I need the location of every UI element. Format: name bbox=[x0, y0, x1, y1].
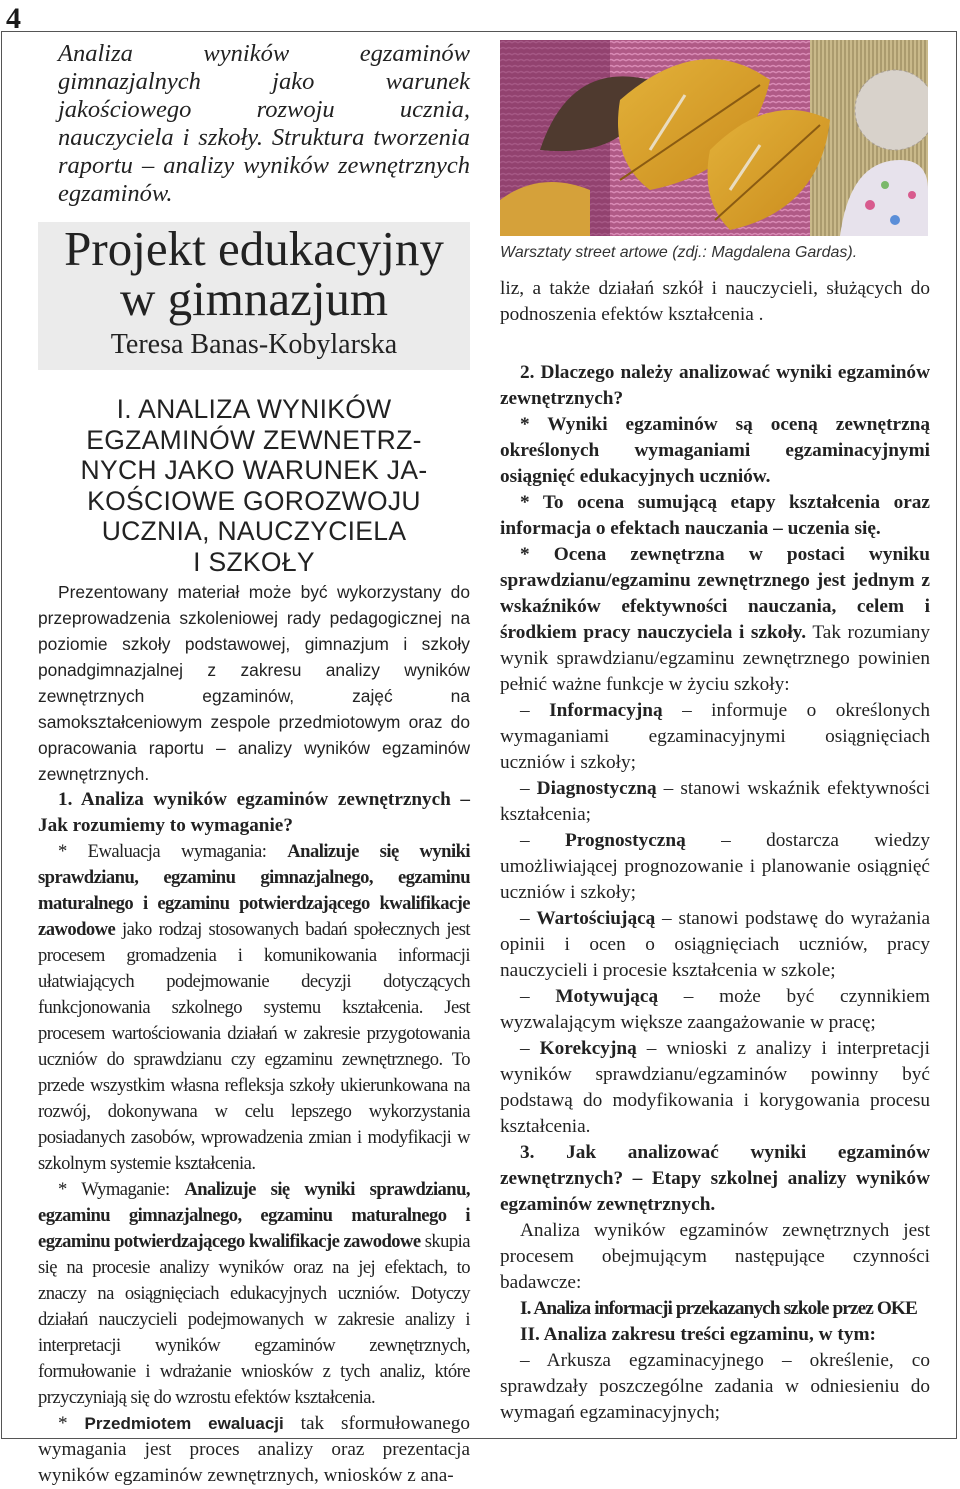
paragraph-wymaganie: * Wymaganie: Analizuje się wyniki sprawdzianu, egzaminu gimnazjalnego, egzaminu maturalnego i egzaminu potwierdzającego kwalifikacje zawodowe skupia się na procesie analizy wyników oraz na jej efektach, to znaczy na osiągnięciach edukacyjnych uczniów. Dotyczy działań nauczycieli podejmowanych w zakresie analizy i interpretacji wyników egzaminów zewnętrznych, formułowanie i wdrażanie wniosków z tych analiz, które przyczyniają się do wzrostu efektów kształcenia. bbox=[38, 1179, 470, 1408]
photo-caption: Warsztaty street artowe (zdj.: Magdalena Gardas). bbox=[500, 244, 858, 261]
stage-2-item: – Arkusza egzaminacyjnego – określenie, co sprawdzały poszczególne zadania w odniesieniu do wymagań egzaminacyjnych; bbox=[500, 1350, 930, 1423]
function-informacyjna: – Informacyjną – informuje o określonych wymaganiami egzaminacyjnymi osiągnięciach uczniów i szkoły; bbox=[500, 700, 930, 773]
stage-1: I. Analiza informacji przekazanych szkole przez OKE bbox=[520, 1298, 917, 1319]
right-column bbox=[500, 40, 930, 1426]
question-3: 3. Jak analizować wyniki egzaminów zewnętrznych? – Etapy szkolnej analizy wyników egzaminów zewnętrznych. bbox=[500, 1142, 930, 1215]
page-number: 4 bbox=[6, 2, 21, 35]
section-heading: I. ANALIZA WYNIKÓW EGZAMINÓW ZEWNETRZ- NYCH JAKO WARUNEK JA- KOŚCIOWE GOROZWOJU UCZNIA, NAUCZYCIELA I SZKOŁY bbox=[80, 394, 428, 577]
function-wartosciujaca: – Wartościującą – stanowi podstawę do wyrażania opinii i ocen o osiągnięciach uczniów, pracy nauczycieli i procesie kształcenia w szkole; bbox=[500, 908, 931, 981]
paragraph-intro: Prezentowany materiał może być wykorzystany do przeprowadzenia szkoleniowej rady pedagogicznej na poziomie szkoły podstawowej, gimnazjum i szkoły ponadgimnazjalnej z zakresu analizy wyników zewnętrznych egzaminów, zajęć na samokształceniowym zespole przedmiotowym oraz do opracowania raportu – analizy wyników egzaminów zewnętrznych. bbox=[38, 582, 470, 784]
title-line-1: Projekt edukacyjny bbox=[64, 221, 444, 276]
title-line-2: w gimnazjum bbox=[119, 271, 389, 326]
function-motywujaca: – Motywującą – może być czynnikiem wyzwalającym większe zaangażowanie w pracę; bbox=[500, 986, 930, 1033]
paragraph-continuation: liz, a także działań szkół i nauczycieli, służących do podnoszenia efektów kształcenia . bbox=[500, 278, 930, 325]
paragraph-ewaluacja: * Ewaluacja wymagania: Analizuje się wyniki sprawdzianu, egzaminu gimnazjalnego, egzaminu maturalnego i egzaminu potwierdzającego kwalifikacje zawodowe jako rodzaj stosowanych badań społecznych jest procesem gromadzenia i komunikowania informacji ułatwiających podejmowanie decyzji dotyczących funkcjonowania szkolnego systemu kształcenia. Jest procesem wartościowania działań w zakresie przygotowania uczniów do sprawdzianu czy egzaminu zewnętrznego. To przede wszystkim własna refleksja szkoły ukierunkowana na rozwój, dokonywana w celu lepszego wykorzystania posiadanych zasobów, wprowadzenia zmian i modyfikacji w szkolnym systemie kształcenia. bbox=[38, 841, 470, 1174]
question-1: 1. Analiza wyników egzaminów zewnętrznych – Jak rozumiemy to wymaganie? bbox=[38, 789, 470, 836]
street-art-photo bbox=[500, 40, 928, 236]
paragraph-analiza: Analiza wyników egzaminów zewnętrznych jest procesem obejmującym następujące czynności badawcze: bbox=[500, 1220, 930, 1293]
function-prognostyczna: – Prognostyczną – dostarcza wiedzy umożliwiającej prognozowanie i planowanie osiągnięć uczniów i szkoły; bbox=[500, 830, 930, 903]
article-author: Teresa Banas-Kobylarska bbox=[110, 329, 398, 360]
bullet-2: * To ocena sumującą etapy kształcenia oraz informacja o efektach nauczania – uczenia się. bbox=[500, 492, 930, 539]
article-title bbox=[38, 221, 470, 326]
photo-illustration bbox=[500, 40, 928, 236]
bullet-1: * Wyniki egzaminów są oceną zewnętrzną określonych wymaganiami egzaminacyjnymi osiągnięć edukacyjnych uczniów. bbox=[500, 414, 930, 487]
paragraph-przedmiot: * Przedmiotem ewaluacji tak sformułowanego wymagania jest proces analizy oraz prezentacja wyników egzaminów zewnętrznych, wniosków z ana- bbox=[38, 1413, 470, 1486]
bullet-3: * Ocena zewnętrzna w postaci wyniku sprawdzianu/egzaminu zewnętrznego jest jednym z wskaźników efektywności nauczania, celem i środkiem pracy nauczyciela i szkoły. Tak rozumiany wynik sprawdzianu/egzaminu zewnętrznego powinien pełnić ważne funkcje w życiu szkoły: bbox=[500, 544, 930, 695]
stage-2: II. Analiza zakresu treści egzaminu, w tym: bbox=[520, 1324, 876, 1345]
function-diagnostyczna: – Diagnostyczną – stanowi wskaźnik efektywności kształcenia; bbox=[500, 778, 930, 825]
title-box bbox=[38, 222, 470, 370]
left-column bbox=[38, 40, 470, 1489]
intro-text: Analiza wyników egzaminów gimnazjalnych jako warunek jakościowego rozwoju ucznia, nauczyciela i szkoły. Struktura tworzenia raportu – analizy wyników zewnętrznych egzaminów. bbox=[58, 40, 470, 207]
function-korekcyjna: – Korekcyjną – wnioski z analizy i interpretacji wyników sprawdzianu/egzaminów powinny być podstawą do modyfikowania i korygowania procesu kształcenia. bbox=[500, 1038, 930, 1137]
question-2: 2. Dlaczego należy analizować wyniki egzaminów zewnętrznych? bbox=[500, 362, 930, 409]
